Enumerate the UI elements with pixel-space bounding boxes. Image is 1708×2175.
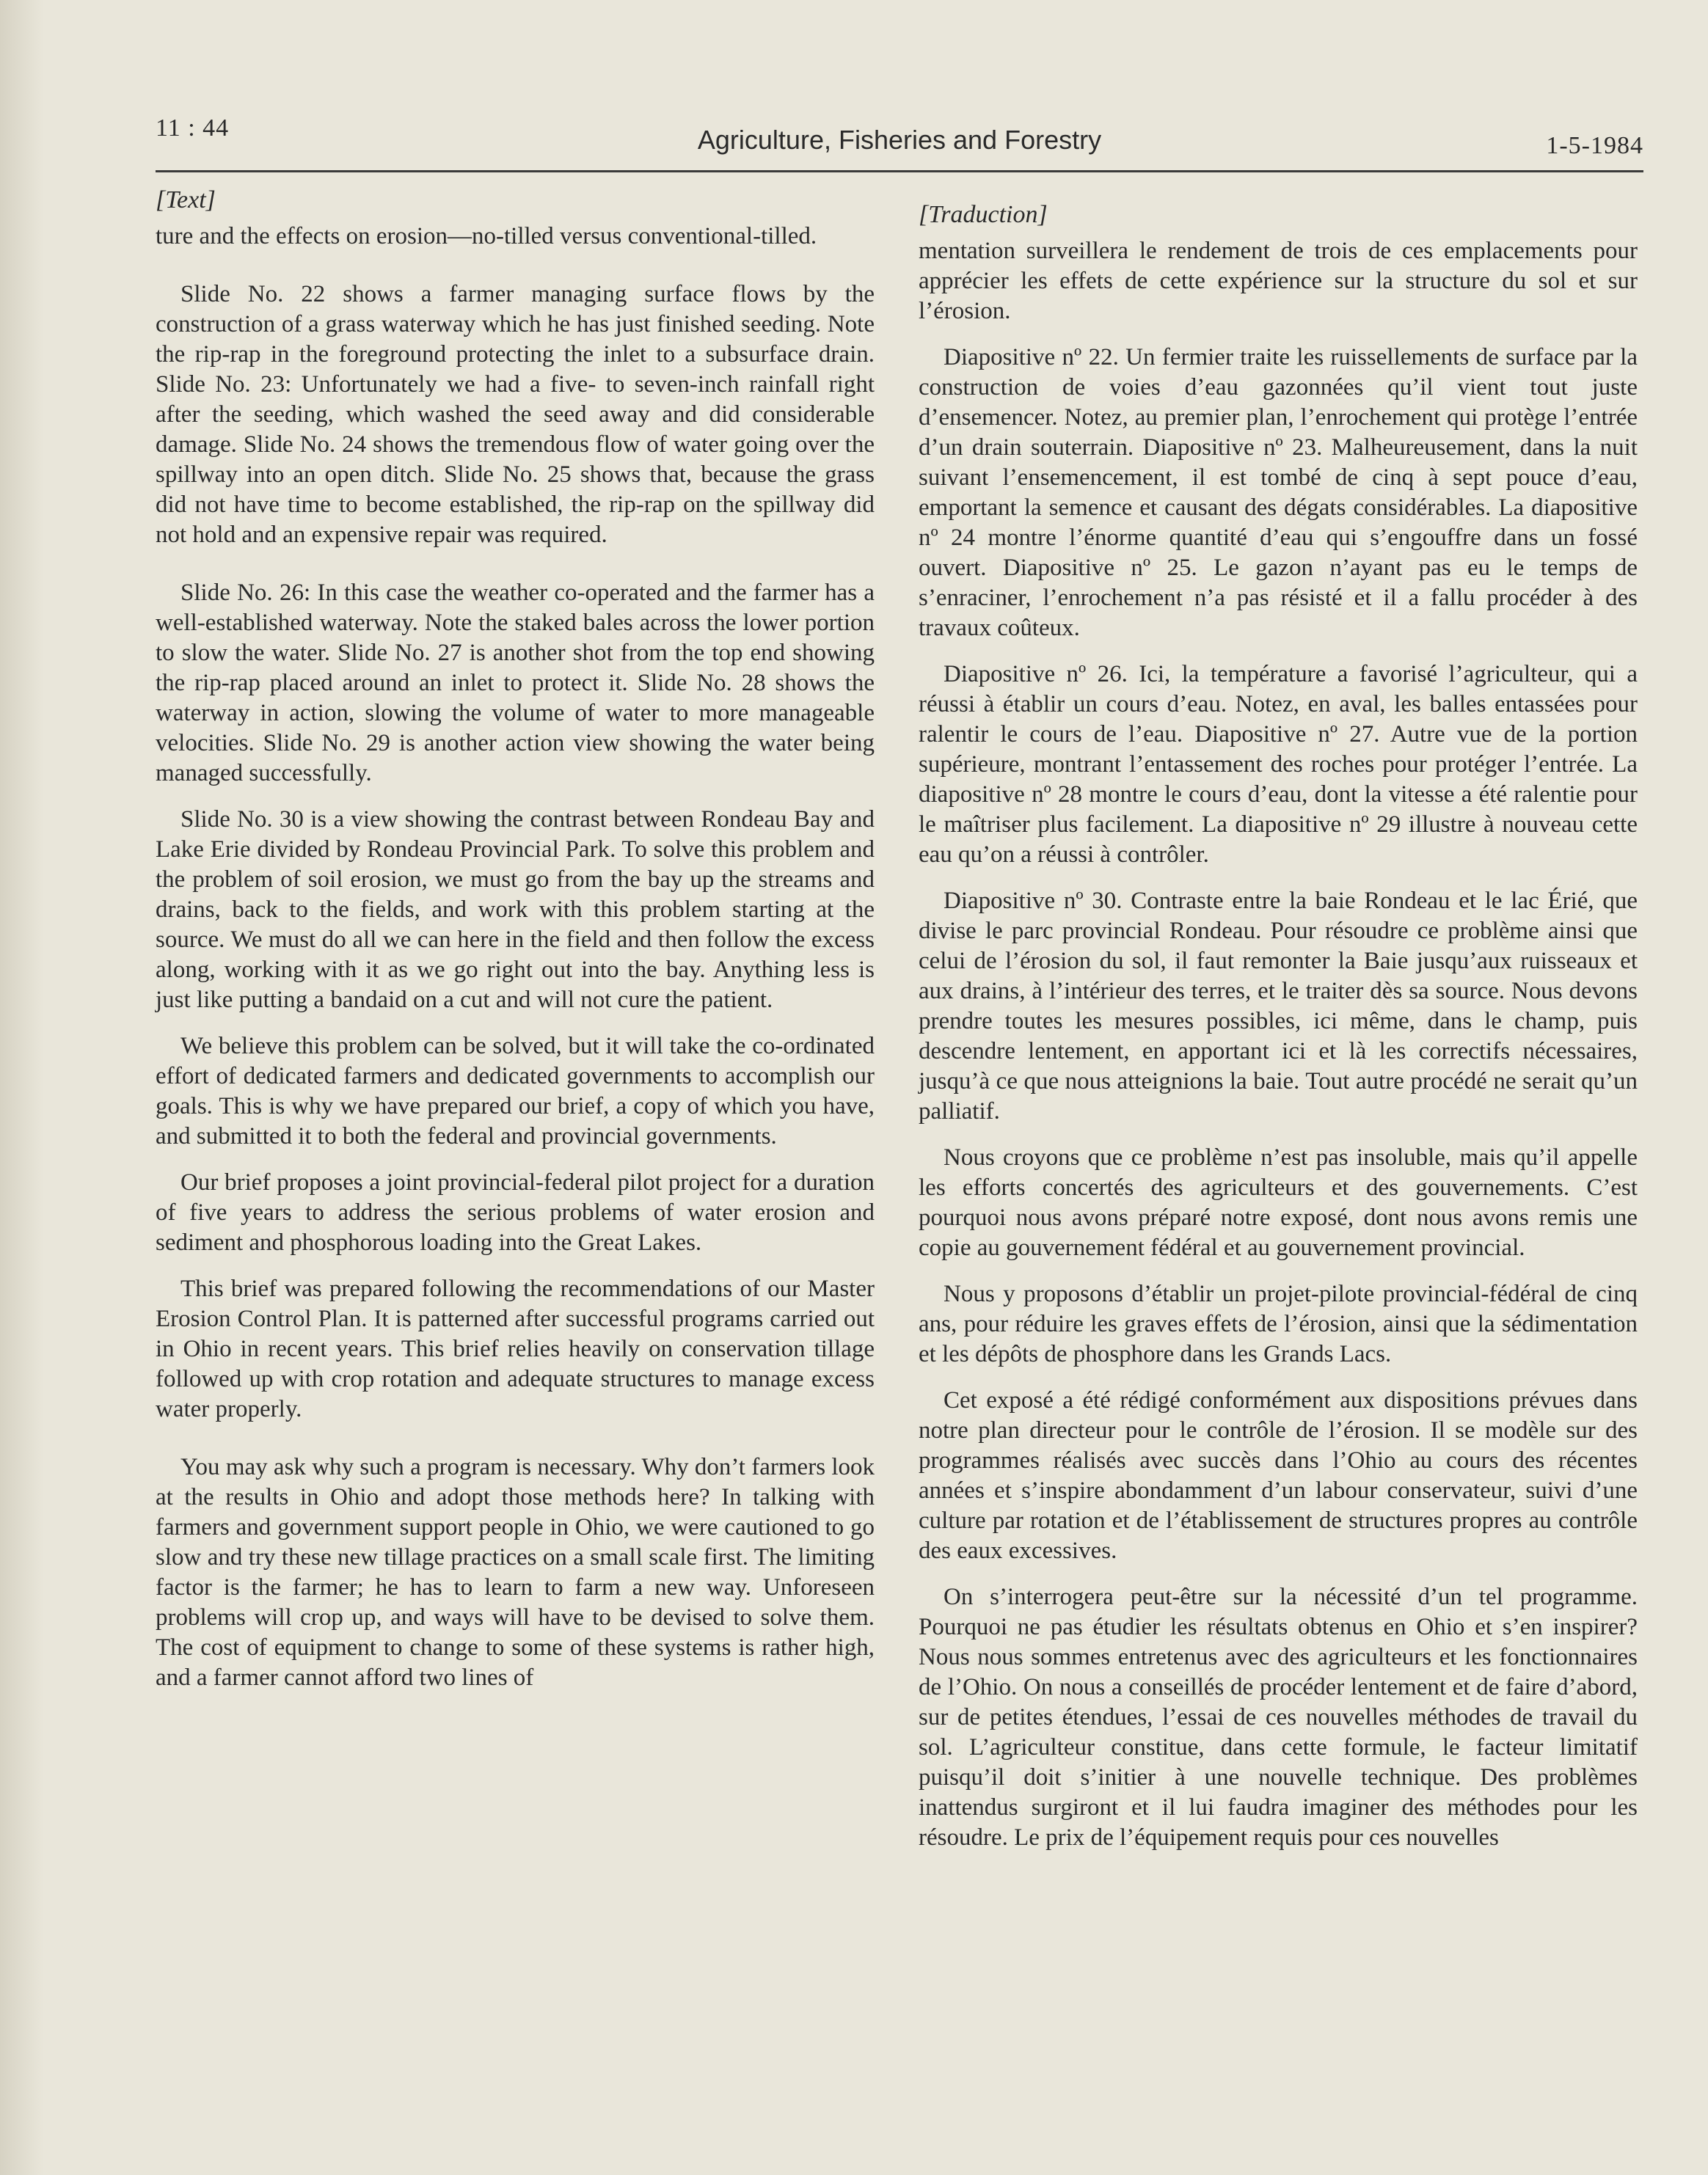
page-number: 11 : 44 (156, 114, 230, 142)
paragraph: Diapositive nº 30. Contraste entre la baie Rondeau et le lac Érié, que divise le parc provincial Rondeau. Pour résoudre ce problème ainsi que celui de l’érosion du sol, il faut remonter la Baie jusqu’aux ruisseaux et aux drains, à l’intérieur des terres, et le traiter dès sa source. Nous devons prendre toutes les mesures possibles, ici même, dans le champ, puis descendre lentement, en apportant ici et là les correctifs nécessaires, jusqu’à ce que nous atteignions la baie. Tout autre procédé ne serait qu’un palliatif. (919, 888, 1638, 1125)
paragraph: Nous y proposons d’établir un projet-pilote provincial-fédéral de cinq ans, pour réduire les graves effets de l’érosion, ainsi que la sédimentation et les dépôts de phosphore dans les Grands Lacs. (919, 1281, 1638, 1367)
paragraph: Our brief proposes a joint provincial-federal pilot project for a duration of five years to address the serious problems of water erosion and sediment and phosphorous loading into the Great Lakes. (156, 1169, 875, 1256)
paragraph: Cet exposé a été rédigé conformément aux dispositions prévues dans notre plan directeur pour le contrôle de l’érosion. Il se modèle sur des programmes réalisés avec succès dans l’Ohio au cours des récentes années et s’inspire abondamment d’un labour conservateur, suivi d’une culture par rotation et de l’établissement de structures propres au contrôle des eaux excessives. (919, 1387, 1638, 1564)
paragraph: Diapositive nº 26. Ici, la température a favorisé l’agriculteur, qui a réussi à établir un cours d’eau. Notez, en aval, les balles entassées pour ralentir le cours de l’eau. Diapositive nº 27. Autre vue de la portion supérieure, montrant l’entassement des roches pour protéger l’entrée. La diapositive nº 28 montre le cours d’eau, dont la vitesse a été ralentie pour le maîtriser plus facilement. La diapositive nº 29 illustre à nouveau cette eau qu’on a réussi à contrôler. (919, 661, 1638, 868)
paragraph: On s’interrogera peut-être sur la nécessité d’un tel programme. Pourquoi ne pas étudier les résultats obtenus en Ohio et s’en inspirer? Nous nous sommes entretenus avec des agriculteurs et les fonctionnaires de l’Ohio. On nous a conseillés de procéder lentement et de faire d’abord, sur de petites étendues, l’essai de ces nouvelles méthodes de travail du sol. L’agriculteur constitue, dans cette formule, le facteur limitatif puisqu’il doit s’initier à une nouvelle technique. Des problèmes inattendus surgiront et il lui faudra imaginer des méthodes pour les résoudre. Le prix de l’équipement requis pour ces nouvelles (919, 1584, 1638, 1851)
french-column (919, 201, 1638, 1869)
traduction-tag: [Traduction] (919, 201, 1048, 228)
paragraph: Nous croyons que ce problème n’est pas insoluble, mais qu’il appelle les efforts concertés des agriculteurs et des gouvernements. C’est pourquoi nous avons préparé notre exposé, dont nous avons remis une copie au gouvernement fédéral et au gouvernement provincial. (919, 1144, 1638, 1261)
paragraph: We believe this problem can be solved, but it will take the co-ordinated effort of dedicated farmers and dedicated governments to accomplish our goals. This is why we have prepared our brief, a copy of which you have, and submitted it to both the federal and provincial governments. (156, 1033, 875, 1149)
page-date: 1-5-1984 (1546, 132, 1643, 159)
paragraph: Slide No. 26: In this case the weather co-operated and the farmer has a well-established waterway. Note the staked bales across the lower portion to slow the water. Slide No. 27 is another shot from the top end showing the rip-rap placed around an inlet to protect it. Slide No. 28 shows the waterway in action, slowing the volume of water to more manageable velocities. Slide No. 29 is another action view showing the water being managed successfully. (156, 580, 875, 786)
paragraph: Slide No. 22 shows a farmer managing surface flows by the construction of a grass waterway which he has just finished seeding. Note the rip-rap in the foreground protecting the inlet to a subsurface drain. Slide No. 23: Unfortunately we had a five- to seven-inch rainfall right after the seeding, which washed the seed away and did considerable damage. Slide No. 24 shows the tremendous flow of water going over the spillway into an open ditch. Slide No. 25 shows that, because the grass did not have time to become established, the rip-rap on the spillway did not hold and an expensive repair was required. (156, 281, 875, 548)
text-tag: [Text] (156, 186, 216, 213)
header-rule (156, 170, 1643, 172)
paragraph: Slide No. 30 is a view showing the contrast between Rondeau Bay and Lake Erie divided by Rondeau Provincial Park. To solve this problem and the problem of soil erosion, we must go from the bay up the streams and drains, back to the fields, and work with this problem starting at the source. We must do all we can here in the field and then follow the excess along, working with it as we go right out into the bay. Anything less is just like putting a bandaid on a cut and will not cure the patient. (156, 806, 875, 1013)
page-header (156, 110, 1643, 169)
page-binding-shadow (0, 0, 44, 2175)
running-title: Agriculture, Fisheries and Forestry (697, 125, 1102, 155)
paragraph: This brief was prepared following the recommendations of our Master Erosion Control Plan. It is patterned after successful programs carried out in Ohio in recent years. This brief relies heavily on conservation tillage followed up with crop rotation and adequate structures to manage excess water properly. (156, 1276, 875, 1422)
paragraph: You may ask why such a program is necessary. Why don’t farmers look at the results in Ohio and adopt those methods here? In talking with farmers and government support people in Ohio, we were cautioned to go slow and try these new tillage practices on a small scale first. The limiting factor is the farmer; he has to learn to farm a new way. Unforeseen problems will crop up, and ways will have to be devised to solve them. The cost of equipment to change to some of these systems is rather high, and a farmer cannot afford two lines of (156, 1454, 875, 1691)
paragraph: mentation surveillera le rendement de trois de ces emplacements pour apprécier les effets de cette expérience sur la structure du sol et sur l’érosion. (919, 238, 1638, 324)
english-column (156, 186, 875, 1709)
paragraph: ture and the effects on erosion—no-tilled versus conventional-tilled. (156, 223, 817, 249)
paragraph: Diapositive nº 22. Un fermier traite les ruissellements de surface par la construction de voies d’eau gazonnées qu’il vient tout juste d’ensemencer. Notez, au premier plan, l’enrochement qui protège l’entrée d’un drain souterrain. Diapositive nº 23. Malheureusement, dans la nuit suivant l’ensemencement, il est tombé de cinq à sept pouce d’eau, emportant la semence et causant des dégats considérables. La diapositive nº 24 montre l’énorme quantité d’eau qui s’engouffre dans un fossé ouvert. Diapositive nº 25. Le gazon n’ayant pas eu le temps de s’enraciner, l’enrochement n’a pas résisté et il a fallu procéder à des travaux coûteux. (919, 344, 1638, 641)
